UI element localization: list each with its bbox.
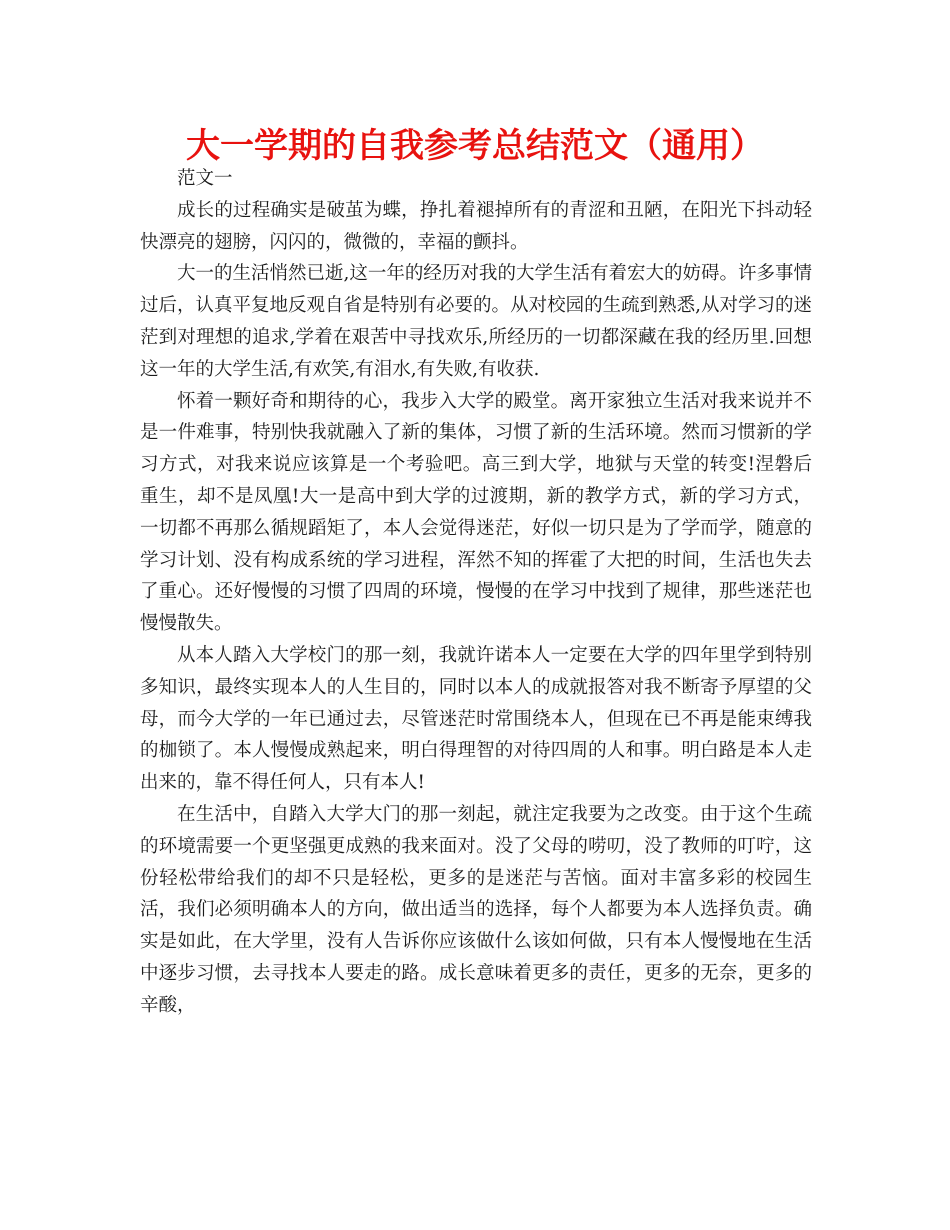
paragraph-2: 大一的生活悄然已逝,这一年的经历对我的大学生活有着宏大的妨碍。许多事情过后，认真平复地反观自省是特别有必要的。从对校园的生疏到熟悉,从对学习的迷茫到对理想的追求,学着在艰苦中寻找欢乐,所经历的一切都深藏在我的经历里.回想这一年的大学生活,有欢笑,有泪水,有失败,有收获. <box>140 263 812 380</box>
paragraph-4: 从本人踏入大学校门的那一刻，我就许诺本人一定要在大学的四年里学到特别多知识，最终实现本人的人生目的，同时以本人的成就报答对我不断寄予厚望的父母，而今大学的一年已通过去，尽管迷茫时常围绕本人，但现在已不再是能束缚我的枷锁了。本人慢慢成熟起来，明白得理智的对待四周的人和事。明白路是本人走出来的，靠不得任何人，只有本人! <box>140 644 812 794</box>
section-label: 范文一 <box>177 168 233 189</box>
paragraph-5: 在生活中，自踏入大学大门的那一刻起，就注定我要为之改变。由于这个生疏的环境需要一个更坚强更成熟的我来面对。没了父母的唠叨，没了教师的叮咛，这份轻松带给我们的却不只是轻松，更多的是迷茫与苦恼。面对丰富多彩的校园生活，我们必须明确本人的方向，做出适当的选择，每个人都要为本人选择负责。确实是如此，在大学里，没有人告诉你应该做什么该如何做，只有本人慢慢地在生活中逐步习惯，去寻找本人要走的路。成长意味着更多的责任，更多的无奈，更多的辛酸， <box>140 803 812 1016</box>
document-title: 大一学期的自我参考总结范文（通用） <box>186 126 764 166</box>
paragraph-3: 怀着一颗好奇和期待的心，我步入大学的殿堂。离开家独立生活对我来说并不是一件难事，特别快我就融入了新的集体，习惯了新的生活环境。然而习惯新的学习方式，对我来说应该算是一个考验吧。高三到大学，地狱与天堂的转变!涅磐后重生，却不是凤凰!大一是高中到大学的过渡期，新的教学方式，新的学习方式，一切都不再那么循规蹈矩了，本人会觉得迷茫，好似一切只是为了学而学，随意的学习计划、没有构成系统的学习进程，浑然不知的挥霍了大把的时间，生活也失去了重心。还好慢慢的习惯了四周的环境，慢慢的在学习中找到了规律，那些迷茫也慢慢散失。 <box>140 390 812 635</box>
document-body <box>140 163 812 1022</box>
paragraph-1: 成长的过程确实是破茧为蝶，挣扎着褪掉所有的青涩和丑陋，在阳光下抖动轻快漂亮的翅膀，闪闪的，微微的，幸福的颤抖。 <box>140 199 812 253</box>
